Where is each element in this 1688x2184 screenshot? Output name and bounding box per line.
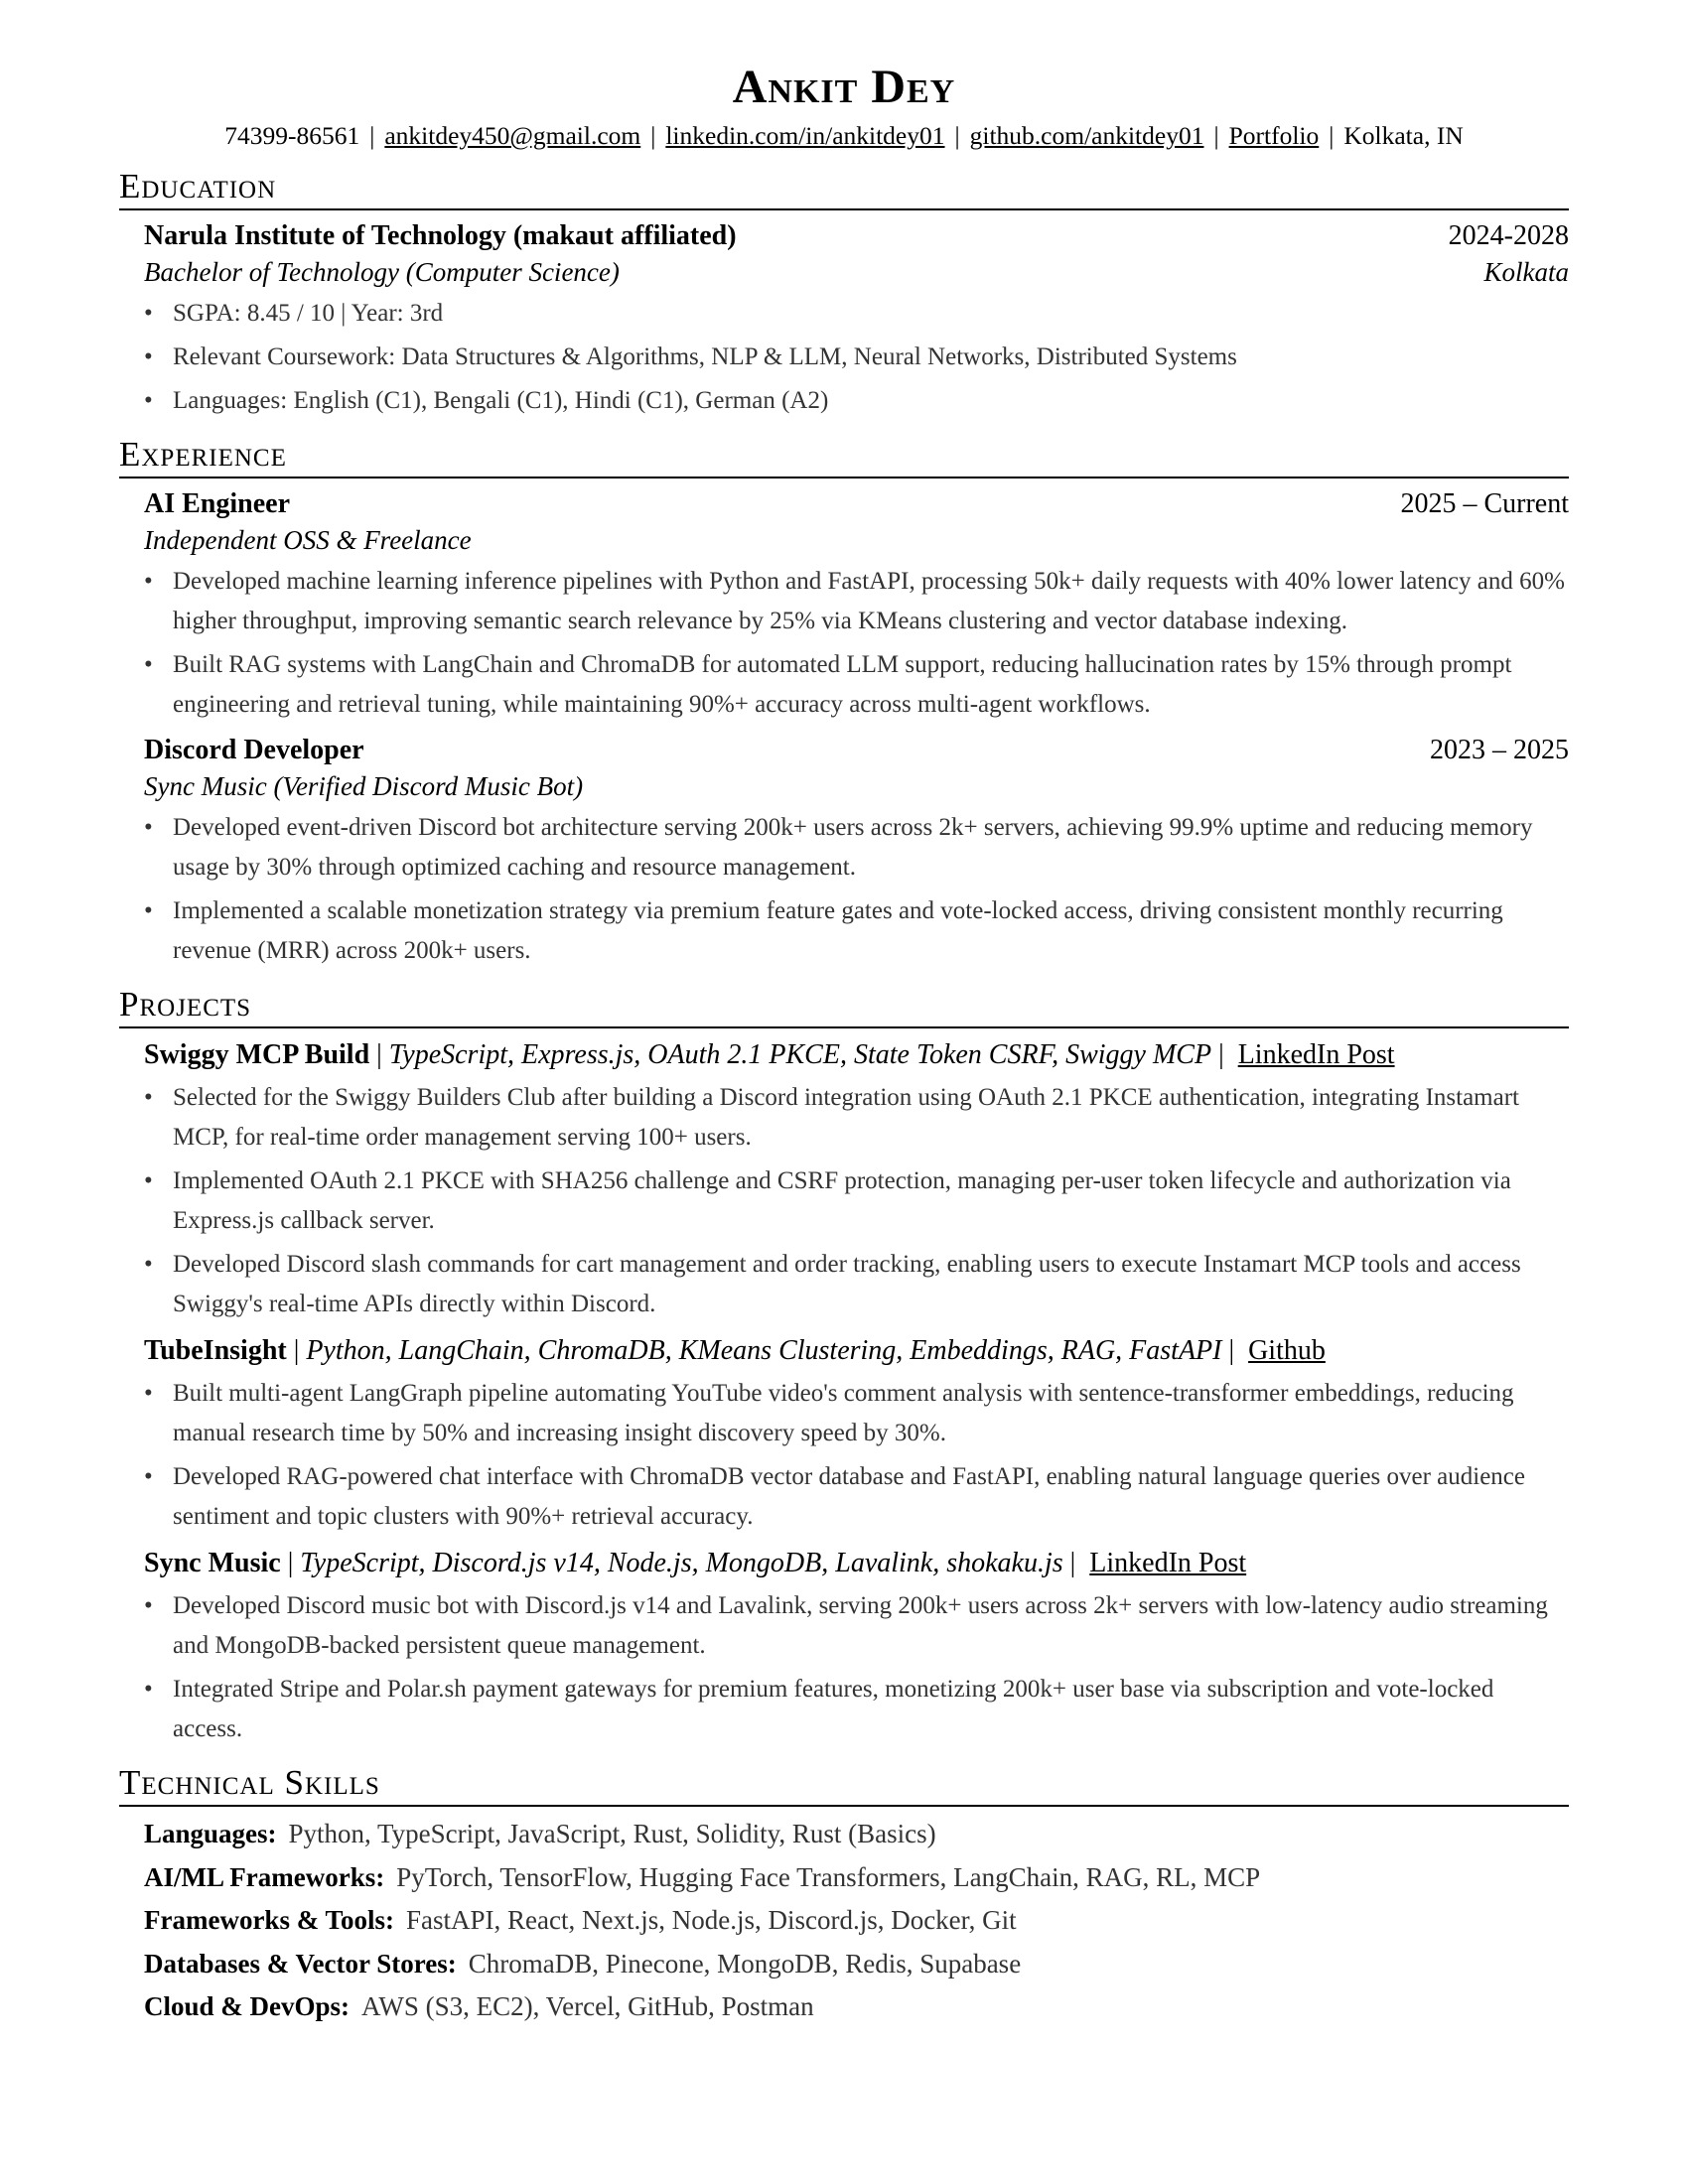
school-name: Narula Institute of Technology (makaut affiliated) [144,220,737,251]
skills-section [119,1763,1569,2029]
separator: | [369,121,375,150]
projects-section [119,985,1569,1749]
list-item: • SGPA: 8.45 / 10 | Year: 3rd [144,294,1569,334]
skill-row [119,1943,1569,1986]
job-org: Sync Music (Verified Discord Music Bot) [144,771,584,801]
contact-line [119,119,1569,153]
project-name: Swiggy MCP Build [144,1039,370,1070]
project-entry [119,1036,1569,1324]
skill-value: FastAPI, React, Next.js, Node.js, Discord.js, Docker, Git [406,1905,1017,1935]
skill-value: Python, TypeScript, JavaScript, Rust, Solidity, Rust (Basics) [288,1819,936,1848]
location: Kolkata, IN [1343,121,1464,150]
candidate-name: Ankit Dey [732,61,956,113]
list-item: • Integrated Stripe and Polar.sh payment gateways for premium features, monetizing 200k+ user base via subscription and vote-locked access. [144,1670,1569,1749]
degree: Bachelor of Technology (Computer Science) [144,257,620,287]
list-item: • Developed Discord music bot with Discord.js v14 and Lavalink, serving 200k+ users across 2k+ servers with low-latency audio streaming and MongoDB-backed persistent queue management. [144,1586,1569,1666]
separator: | [650,121,656,150]
list-item: • Relevant Coursework: Data Structures & Algorithms, NLP & LLM, Neural Networks, Distributed Systems [144,338,1569,377]
project-stack: Python, LangChain, ChromaDB, KMeans Clustering, Embeddings, RAG, FastAPI [306,1335,1222,1366]
education-dates: 2024-2028 [1448,220,1569,251]
separator: | [954,121,960,150]
job-entry [119,486,1569,725]
project-entry [119,1332,1569,1537]
list-item: • Implemented a scalable monetization strategy via premium feature gates and vote-locked access, driving consistent monthly recurring revenue (MRR) across 200k+ users. [144,891,1569,971]
separator: | [1213,121,1219,150]
project-link[interactable]: Github [1248,1335,1326,1366]
project-name: Sync Music [144,1548,281,1578]
list-item: • Developed RAG-powered chat interface with ChromaDB vector database and FastAPI, enabling natural language queries over audience sentiment and topic clusters with 90%+ retrieval accuracy. [144,1457,1569,1537]
list-item: • Built multi-agent LangGraph pipeline automating YouTube video's comment analysis with sentence-transformer embeddings, reducing manual research time by 50% and increasing insight discovery speed by 30%. [144,1374,1569,1453]
linkedin-link[interactable]: linkedin.com/in/ankitdey01 [665,121,945,150]
section-title: Experience [119,435,1569,478]
job-dates: 2023 – 2025 [1430,735,1569,765]
list-item: • Implemented OAuth 2.1 PKCE with SHA256 challenge and CSRF protection, managing per-user token lifecycle and authorization via Express.js callback server. [144,1161,1569,1241]
section-title: Education [119,167,1569,210]
job-dates: 2025 – Current [1400,488,1569,519]
github-link[interactable]: github.com/ankitdey01 [969,121,1204,150]
email-link[interactable]: ankitdey450@gmail.com [384,121,641,150]
job-org: Independent OSS & Freelance [144,525,472,555]
job-entry [119,733,1569,971]
skill-value: AWS (S3, EC2), Vercel, GitHub, Postman [361,1991,814,2021]
skill-label: Cloud & DevOps: [144,1991,351,2021]
separator: | [1329,121,1335,150]
experience-section [119,435,1569,971]
project-stack: TypeScript, Express.js, OAuth 2.1 PKCE, State Token CSRF, Swiggy MCP [388,1039,1212,1070]
resume-page [119,60,1569,2029]
list-item: • Selected for the Swiggy Builders Club after building a Discord integration using OAuth 2.1 PKCE authentication, integrating Instamart MCP, for real-time order management serving 100+ users. [144,1078,1569,1158]
project-link[interactable]: LinkedIn Post [1237,1039,1395,1070]
list-item: • Languages: English (C1), Bengali (C1), Hindi (C1), German (A2) [144,381,1569,421]
education-bullets [144,294,1569,421]
skill-row [119,1985,1569,2029]
portfolio-link[interactable]: Portfolio [1228,121,1320,150]
skill-row [119,1813,1569,1856]
list-item: • Developed Discord slash commands for cart management and order tracking, enabling users to execute Instamart MCP tools and access Swiggy's real-time APIs directly within Discord. [144,1245,1569,1324]
job-role: Discord Developer [144,735,364,765]
project-header: Sync Music | TypeScript, Discord.js v14, Node.js, MongoDB, Lavalink, shokaku.js | LinkedIn Post [144,1548,1247,1578]
skill-label: AI/ML Frameworks: [144,1861,385,1892]
education-section [119,167,1569,421]
school-location: Kolkata [1483,257,1569,287]
section-title: Projects [119,985,1569,1028]
skill-label: Languages: [144,1819,277,1848]
list-item: • Built RAG systems with LangChain and ChromaDB for automated LLM support, reducing hallucination rates by 15% through prompt engineering and retrieval tuning, while maintaining 90%+ accuracy across multi-agent workflows. [144,645,1569,725]
project-header: TubeInsight | Python, LangChain, ChromaDB, KMeans Clustering, Embeddings, RAG, FastAPI | Github [144,1335,1326,1366]
section-title: Technical Skills [119,1763,1569,1807]
skill-label: Frameworks & Tools: [144,1905,394,1935]
job-role: AI Engineer [144,488,290,519]
project-header: Swiggy MCP Build | TypeScript, Express.js, OAuth 2.1 PKCE, State Token CSRF, Swiggy MCP | LinkedIn Post [144,1039,1395,1070]
skill-value: PyTorch, TensorFlow, Hugging Face Transformers, LangChain, RAG, RL, MCP [396,1861,1261,1892]
education-entry [119,218,1569,421]
list-item: • Developed event-driven Discord bot architecture serving 200k+ users across 2k+ servers, achieving 99.9% uptime and reducing memory usage by 30% through optimized caching and resource management. [144,808,1569,887]
project-name: TubeInsight [144,1335,287,1366]
project-stack: TypeScript, Discord.js v14, Node.js, MongoDB, Lavalink, shokaku.js [300,1548,1063,1578]
skill-row [119,1856,1569,1900]
phone-number: 74399-86561 [224,121,360,150]
project-link[interactable]: LinkedIn Post [1089,1548,1247,1578]
project-entry [119,1545,1569,1749]
list-item: • Developed machine learning inference pipelines with Python and FastAPI, processing 50k+ daily requests with 40% lower latency and 60% higher throughput, improving semantic search relevance by 25% via KMeans clustering and vector database indexing. [144,562,1569,641]
skill-label: Databases & Vector Stores: [144,1948,457,1979]
skill-row [119,1899,1569,1943]
skill-value: ChromaDB, Pinecone, MongoDB, Redis, Supabase [468,1948,1022,1979]
